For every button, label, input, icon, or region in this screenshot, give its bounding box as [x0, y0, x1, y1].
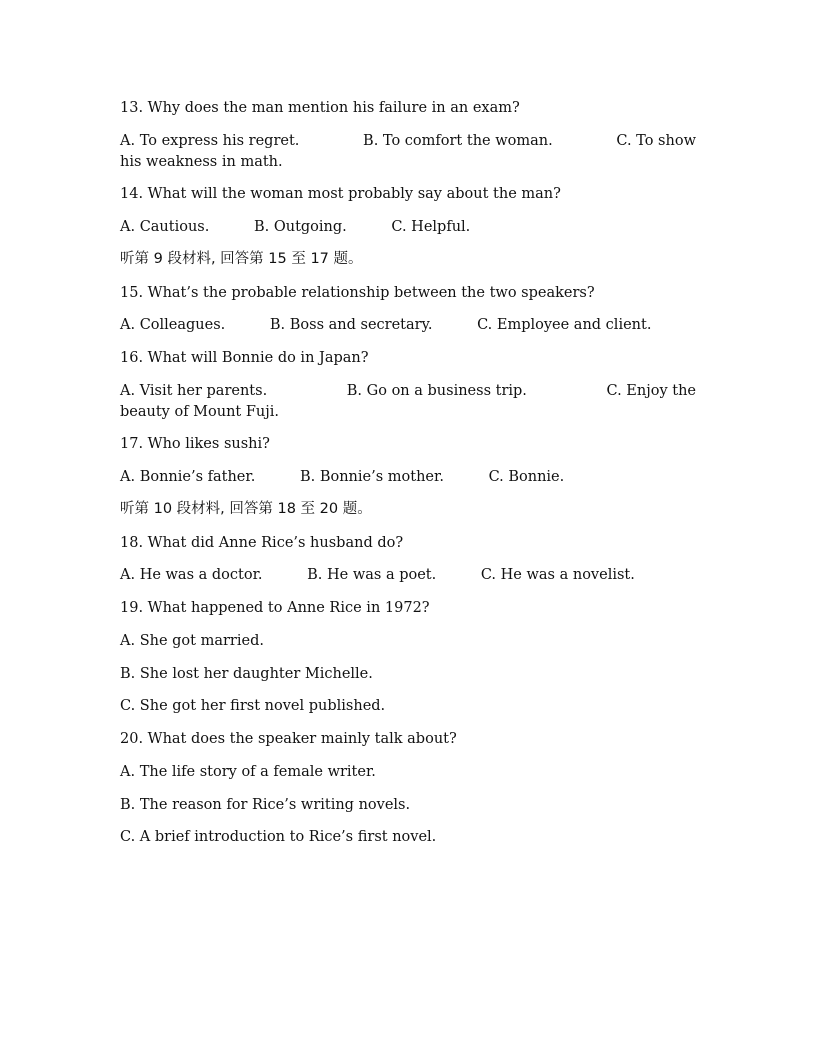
option-16-a: A. Visit her parents. — [120, 383, 268, 399]
option-20-c: C. A brief introduction to Rice’s first novel. — [120, 829, 437, 845]
option-20-b: B. The reason for Rice’s writing novels. — [120, 797, 411, 813]
question-18-options — [120, 566, 696, 584]
question-14: 14. What will the woman most probably say about the man? — [120, 186, 561, 202]
question-19: 19. What happened to Anne Rice in 1972? — [120, 600, 430, 616]
option-17-a: A. Bonnie’s father. — [120, 469, 256, 485]
option-18-a: A. He was a doctor. — [120, 567, 263, 583]
section-heading-10: 听第 10 段材料, 回答第 18 至 20 题。 — [120, 501, 372, 517]
option-16-c: C. Enjoy the — [606, 383, 696, 399]
option-15-c: C. Employee and client. — [477, 317, 652, 333]
option-16-c-continued: beauty of Mount Fuji. — [120, 404, 280, 420]
option-14-a: A. Cautious. — [120, 219, 210, 235]
option-19-a: A. She got married. — [120, 633, 264, 649]
option-13-a: A. To express his regret. — [120, 133, 300, 149]
option-14-c: C. Helpful. — [391, 219, 471, 235]
option-17-b: B. Bonnie’s mother. — [299, 469, 444, 485]
option-18-b: B. He was a poet. — [307, 567, 437, 583]
question-15-options — [120, 316, 696, 334]
question-17: 17. Who likes sushi? — [120, 436, 270, 452]
question-14-options — [120, 218, 696, 236]
option-18-c: C. He was a novelist. — [480, 567, 635, 583]
question-13-options — [120, 132, 696, 171]
option-15-a: A. Colleagues. — [120, 317, 226, 333]
option-13-c: C. To show — [616, 133, 696, 149]
option-14-b: B. Outgoing. — [253, 219, 347, 235]
question-17-options — [120, 468, 696, 486]
option-19-c: C. She got her first novel published. — [120, 698, 386, 714]
option-17-c: C. Bonnie. — [488, 469, 565, 485]
option-16-b: B. Go on a business trip. — [346, 383, 527, 399]
section-heading-9: 听第 9 段材料, 回答第 15 至 17 题。 — [120, 251, 363, 267]
question-18: 18. What did Anne Rice’s husband do? — [120, 535, 404, 551]
option-13-b: B. To comfort the woman. — [363, 133, 553, 149]
option-15-b: B. Boss and secretary. — [269, 317, 433, 333]
question-16-options — [120, 382, 696, 421]
question-15: 15. What’s the probable relationship between the two speakers? — [120, 285, 595, 301]
option-20-a: A. The life story of a female writer. — [120, 764, 376, 780]
option-19-b: B. She lost her daughter Michelle. — [120, 666, 373, 682]
question-20: 20. What does the speaker mainly talk about? — [120, 731, 457, 747]
question-16: 16. What will Bonnie do in Japan? — [120, 350, 369, 366]
option-13-c-continued: his weakness in math. — [120, 154, 283, 170]
question-13: 13. Why does the man mention his failure in an exam? — [120, 100, 520, 116]
